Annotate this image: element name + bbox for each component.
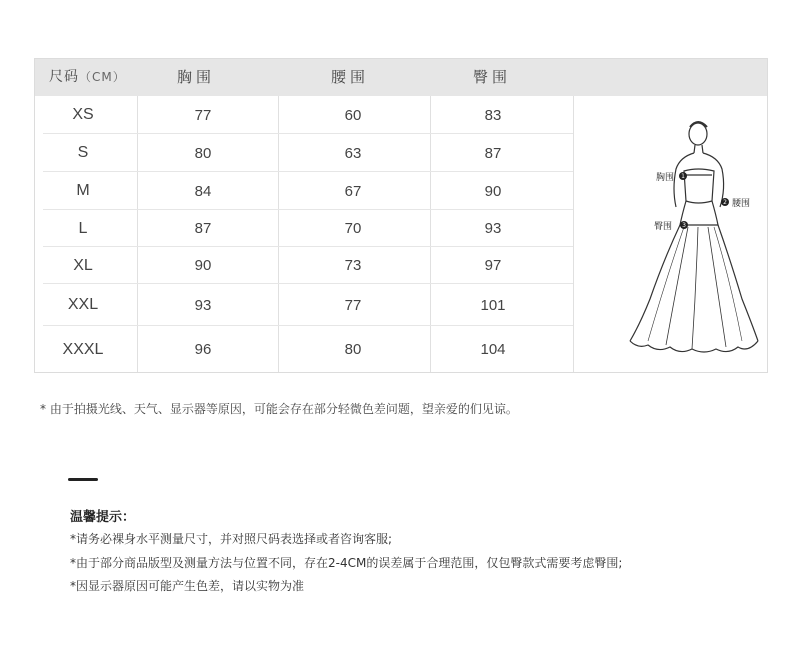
bust-cell: 77 <box>194 106 212 124</box>
waist-cell: 67 <box>344 182 362 200</box>
tip-item: *由于部分商品版型及测量方法与位置不同，存在2-4CM的误差属于合理范围，仅包臀款式需要考虑臀围; <box>70 556 623 570</box>
size-cell: XS <box>72 106 94 123</box>
waist-cell: 77 <box>344 296 362 314</box>
figure-label-hip: 臀围 <box>654 222 673 232</box>
hip-cell: 87 <box>484 144 502 162</box>
waist-cell: 73 <box>344 257 362 274</box>
tip-item: *因显示器原因可能产生色差，请以实物为准 <box>70 579 305 593</box>
header-hip: 臀围 <box>473 68 512 86</box>
figure-label-bust: 胸围 <box>656 173 675 183</box>
size-cell: S <box>77 144 89 161</box>
tip-item: *请务必裸身水平测量尺寸，并对照尺码表选择或者咨询客服; <box>70 532 393 546</box>
hip-cell: 83 <box>484 106 502 124</box>
bust-cell: 93 <box>194 296 212 314</box>
bust-cell: 90 <box>194 257 212 274</box>
table-row <box>35 210 573 247</box>
waist-cell: 70 <box>344 220 362 237</box>
column-divider <box>573 96 574 372</box>
size-cell: XXXL <box>62 340 104 358</box>
header-bust: 胸围 <box>177 68 216 86</box>
size-cell: XL <box>73 256 93 274</box>
size-chart-table <box>34 58 768 373</box>
table-row <box>35 326 573 373</box>
dress-figure-icon <box>580 109 760 359</box>
table-row <box>35 247 573 284</box>
size-cell: M <box>76 182 90 199</box>
table-header <box>35 59 767 96</box>
size-cell: L <box>78 219 88 237</box>
waist-cell: 63 <box>344 144 362 162</box>
waist-cell: 60 <box>344 106 362 124</box>
dress-figure <box>580 109 760 359</box>
color-disclaimer: * 由于拍摄光线、天气、显示器等原因，可能会存在部分轻微色差问题，望亲爱的们见谅。 <box>40 402 518 416</box>
figure-label-waist: 腰围 <box>732 199 751 209</box>
marker-3: 3 <box>682 222 686 229</box>
hip-cell: 93 <box>484 220 502 237</box>
table-row <box>35 96 573 134</box>
hip-cell: 104 <box>480 341 506 358</box>
marker-1: 1 <box>681 173 685 180</box>
hip-cell: 101 <box>480 296 506 314</box>
bust-cell: 87 <box>194 220 212 237</box>
table-row <box>35 134 573 172</box>
table-row <box>35 172 573 210</box>
marker-2: 2 <box>723 199 727 206</box>
hip-cell: 97 <box>484 257 502 274</box>
header-waist: 腰围 <box>331 68 370 86</box>
header-size <box>49 59 126 96</box>
bust-cell: 96 <box>194 341 212 358</box>
header-unit-label: （CM） <box>79 70 126 84</box>
header-size-label: 尺码 <box>49 69 79 85</box>
section-divider <box>68 478 98 481</box>
tips-title: 温馨提示： <box>70 510 136 525</box>
size-cell: XXL <box>67 296 99 313</box>
hip-cell: 90 <box>484 182 502 200</box>
bust-cell: 80 <box>194 144 212 162</box>
waist-cell: 80 <box>344 341 362 358</box>
bust-cell: 84 <box>194 182 212 200</box>
table-row <box>35 284 573 326</box>
